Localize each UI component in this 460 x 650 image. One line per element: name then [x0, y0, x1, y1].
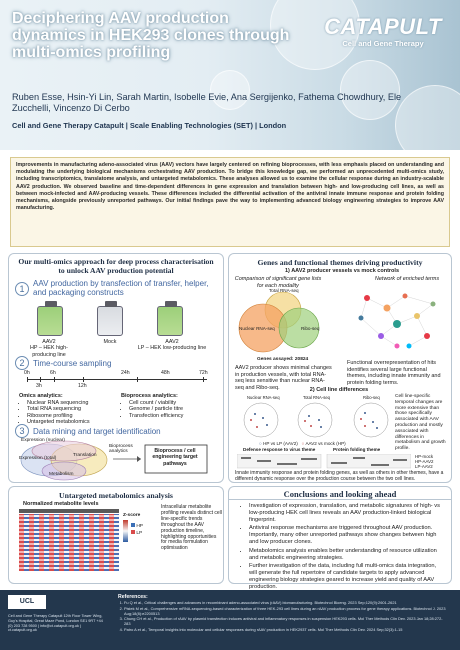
metabolomics-text: Intracellular metabolite profiling reveals distinct cell line-specific trends throughout the AAV production timeline, highlighting opportunities for media formulation optimisation — [161, 504, 222, 552]
timeline-tick — [137, 377, 138, 382]
venn-label: Metabolism — [49, 472, 74, 477]
heatmap-cells — [19, 514, 119, 571]
network-node — [364, 295, 370, 301]
genes-sub1: 1) AAV2 producer vessels vs mock controls — [284, 268, 400, 274]
legend-hp-lp: ○ HP vs LP (AAV2) ○ AAV2 vs mock (HP) — [259, 441, 346, 446]
genes-text2: Functional overrepresentation of hits identifies several large functional themes, including innate immunity and protein folding terms. — [347, 360, 441, 386]
time-label: 6h — [50, 370, 56, 376]
pca-label: Ribo-seq — [363, 395, 380, 400]
metabolite-heatmap — [19, 509, 119, 571]
network-node — [378, 333, 384, 339]
network-node — [424, 333, 430, 339]
bioreactor-icon — [37, 306, 63, 336]
approach-title: Our multi-omics approach for deep process characterisation to unlock AAV production potential — [18, 257, 214, 275]
time-label: 0h — [24, 370, 30, 376]
timeline-tick — [40, 377, 41, 382]
bioreactor-icon — [157, 306, 183, 336]
time-label: 72h — [199, 370, 208, 376]
bioreactor-icon — [97, 306, 123, 336]
venn-label: Expression (nuclear) — [21, 438, 65, 443]
conclusion-item: • Investigation of expression, translation, and metabolic signatures of high- vs low-producing HEK cell lines reveals an AAV production-linked biological fingerprint. — [249, 503, 443, 523]
time-label: 48h — [161, 370, 170, 376]
omics-item: • Ribosome profiling — [27, 413, 114, 420]
venn-label: Expression (total) — [19, 456, 57, 461]
step-3-number: 3 — [15, 424, 29, 438]
vessel-label: Mock — [103, 339, 117, 345]
abstract: Improvements in manufacturing adeno-associated virus (AAV) vectors have largely centered on refining bioprocesses, with less emphasis placed on understanding and modulating the underlying biological mechanisms orchestrating AAV production. To bridge this knowledge gap, we performed an unprecedented multi-omics study, including transcriptomics, translatome analysis, and untargeted metabolomics. These analyses allowed us to examine the cellular response during an industry-scalable AAV2 production. We observed baseline and time-dependent differences in gene expression and translation between high- and low-producing cell lines, as well as between mock-infected and AAV-producing vessels. These differences included the differential activation of the antiviral innate immune response and protein folding mechanisms, alongside previously unreported pathways. Our initial findings pave the way to implementing advanced biology engineering strategies to improve AAV manufacturing. — [10, 157, 450, 247]
omics-item: • Nuclear RNA sequencing — [27, 400, 114, 407]
network-node — [403, 294, 408, 299]
reference-item: 4. Patro A et al., Temporal insights into molecular and cellular responses during rAAV production in HEK293T cells. Mol Ther Methods Clin Dev. 2024 Sep;32(3):1-15 — [124, 628, 448, 633]
poster-header — [0, 0, 460, 150]
bio-item: • Genome / particle titre — [129, 406, 221, 413]
metabolomics-sub: Normalized metabolite levels — [23, 501, 99, 507]
venn-label: Translation — [73, 453, 97, 458]
genes-text1: AAV2 producer shows minimal changes in production vessels, with total RNA-seq less sensitive than nuclear RNA-seq and Ribo-seq. — [235, 365, 332, 391]
conclusion-item: • Further investigation of the data, including full multi-omics data integration, will generate the full repertoire of candidate targets to apply advanced engineering biology strategies geared to increase yield and quality of AAV production. — [249, 563, 443, 590]
approach-panel — [8, 253, 224, 483]
author-list: Ruben Esse, Hsin-Yi Lin, Sarah Martin, Isobelle Evie, Ana Sergijenko, Fathema Chowdhury, Ele Zucchelli, Vincenzo Di Cerbo — [12, 92, 402, 113]
genes-title: Genes and functional themes driving productivity — [257, 258, 423, 267]
venn-circle-metabolism — [42, 462, 86, 480]
bio-item: • Transfection efficiency — [129, 413, 221, 420]
line-legend: HP LP — [131, 523, 143, 537]
omics-analytics — [19, 393, 114, 426]
poster-title: Deciphering AAV production dynamics in HEK293 clones through multi-omics profiling — [12, 10, 290, 61]
bioprocess-analytics — [121, 393, 221, 419]
venn-diagram-genes — [233, 288, 333, 356]
heatmaps — [237, 454, 411, 470]
vessel-label: AAV2 LP – HEK low-producing line — [137, 339, 207, 352]
step-2-label: Time-course sampling — [33, 359, 112, 368]
venn-label: Ribo-seq — [301, 326, 320, 331]
genes-text4: Innate immunity response and protein folding genes, as well as others in other themes, have a different dynamic response over the production course between the two cell lines. — [235, 470, 444, 482]
zscore-label: Z-score — [123, 513, 141, 518]
bio-item: • Cell count / viability — [129, 400, 221, 407]
conclusion-item: • Metabolomics analysis enables better understanding of resource utilization and metabolic engineering strategies. — [249, 548, 443, 562]
network-graph — [347, 284, 447, 358]
network-node — [393, 320, 401, 328]
venn-caption: Genes assayed: 20824 — [257, 357, 309, 362]
omics-item: • Total RNA sequencing — [27, 406, 114, 413]
venn-label: Nuclear RNA-seq — [239, 326, 275, 331]
poster-footer — [0, 590, 460, 650]
omics-title: Omics analytics: — [19, 393, 63, 399]
network-node — [359, 316, 364, 321]
logo-sub-text: Cell and Gene Therapy — [342, 39, 424, 48]
conclusions-title: Conclusions and looking ahead — [283, 489, 397, 499]
network-node — [384, 305, 391, 312]
pca-plots — [237, 398, 397, 440]
heatmap-row-labels: HP-mock HP-AAV2 LP-AAV2 — [415, 454, 434, 469]
target-box-label: Bioprocess / cell engineering target pathways — [152, 448, 198, 467]
heatmap-right-title: Protein folding theme — [333, 447, 381, 452]
step-3-label: Data mining and target identification — [33, 427, 161, 436]
omics-item: • Untargeted metabolomics — [27, 419, 114, 426]
time-label: 12h — [78, 383, 87, 389]
network-node — [407, 344, 412, 349]
timeline-tick — [27, 377, 28, 382]
vessel-label: AAV2 HP – HEK high-producing line — [30, 339, 68, 358]
step-1-number: 1 — [15, 282, 29, 296]
genes-text3: Cell line-specific temporal changes are more extensive than those specifically associated with AAV production and mostly associated with differences in metabolism and growth profile. — [395, 394, 446, 452]
timeline-tick — [83, 377, 84, 382]
catapult-logo — [318, 14, 448, 48]
conclusions-list — [243, 503, 443, 593]
timeline-tick — [203, 377, 204, 382]
ucl-logo: UCL — [8, 595, 46, 609]
pca-label: Nuclear RNA-seq — [247, 395, 280, 400]
venn-title: Comparison of significant gene lists for each modality — [234, 276, 322, 289]
genes-sub2: 2) Cell line differences — [309, 387, 369, 393]
references-title: References: — [118, 594, 148, 600]
contact-info: Cell and Gene Therapy Catapult 12th Floor Tower Wing, Guy's Hospital, Great Maze Pond, London SE1 9RT +44 (0) 203 728 9500 | info@ct.catapult.org.uk | ct.catapult.org.uk — [8, 614, 103, 633]
venn-label: Total RNA-seq — [269, 288, 299, 293]
genes-panel — [228, 253, 452, 483]
metabolomics-title: Untargeted metabolomics analysis — [59, 491, 173, 500]
bio-title: Bioprocess analytics: — [121, 393, 178, 399]
logo-main-text: CATAPULT — [324, 14, 442, 39]
network-title: Network of enriched terms — [374, 276, 440, 282]
network-node — [414, 313, 420, 319]
reference-item: 1. Fu Q et al., Critical challenges and advances in recombinant adeno-associated virus (rAAV) biomanufacturing. Biotechnol Bioeng. 2023 Sep;120(9):2601-2621 — [124, 601, 448, 606]
network-node — [431, 302, 436, 307]
heatmap-left-title: Defense response to virus theme — [243, 447, 316, 452]
zscore-colorbar — [123, 520, 128, 542]
time-label: 3h — [36, 383, 42, 389]
step-1-label: AAV production by transfection of transfer, helper, and packaging constructs — [33, 279, 209, 297]
time-label: 24h — [121, 370, 130, 376]
reference-item: 3. Chung CH et al., Production of rAAV by plasmid transfection induces antiviral and inflammatory responses in suspension HEK293 cells. Mol Ther Methods Clin Dev. 2023 Jan 18;28:272-283 — [124, 617, 448, 627]
metabolomics-panel — [8, 486, 224, 584]
network-node — [395, 344, 400, 349]
arrow-head — [137, 456, 141, 462]
step-2-number: 2 — [15, 356, 29, 370]
reference-item: 2. Pistek M et al., Comprehensive mRNA-sequencing-based characterization of three HEK-293 cell lines during an rAAV production process for gene therapy applications. Biotechnol J. 2023 Aug;18(8):e2200513 — [124, 607, 448, 617]
timeline-tick — [54, 377, 55, 382]
conclusion-item: • Antiviral response mechanisms are triggered throughout AAV production. Importantly, many other unreported pathways show changes between high and low producer clones. — [249, 525, 443, 545]
affiliation: Cell and Gene Therapy Catapult | Scale Enabling Technologies (SET) | London — [12, 121, 287, 130]
conclusions-panel — [228, 486, 452, 590]
references-list — [118, 601, 448, 634]
bioprocess-analytics-label: Bioprocess analytics — [109, 444, 133, 454]
pca-label: Total RNA-seq — [303, 395, 330, 400]
